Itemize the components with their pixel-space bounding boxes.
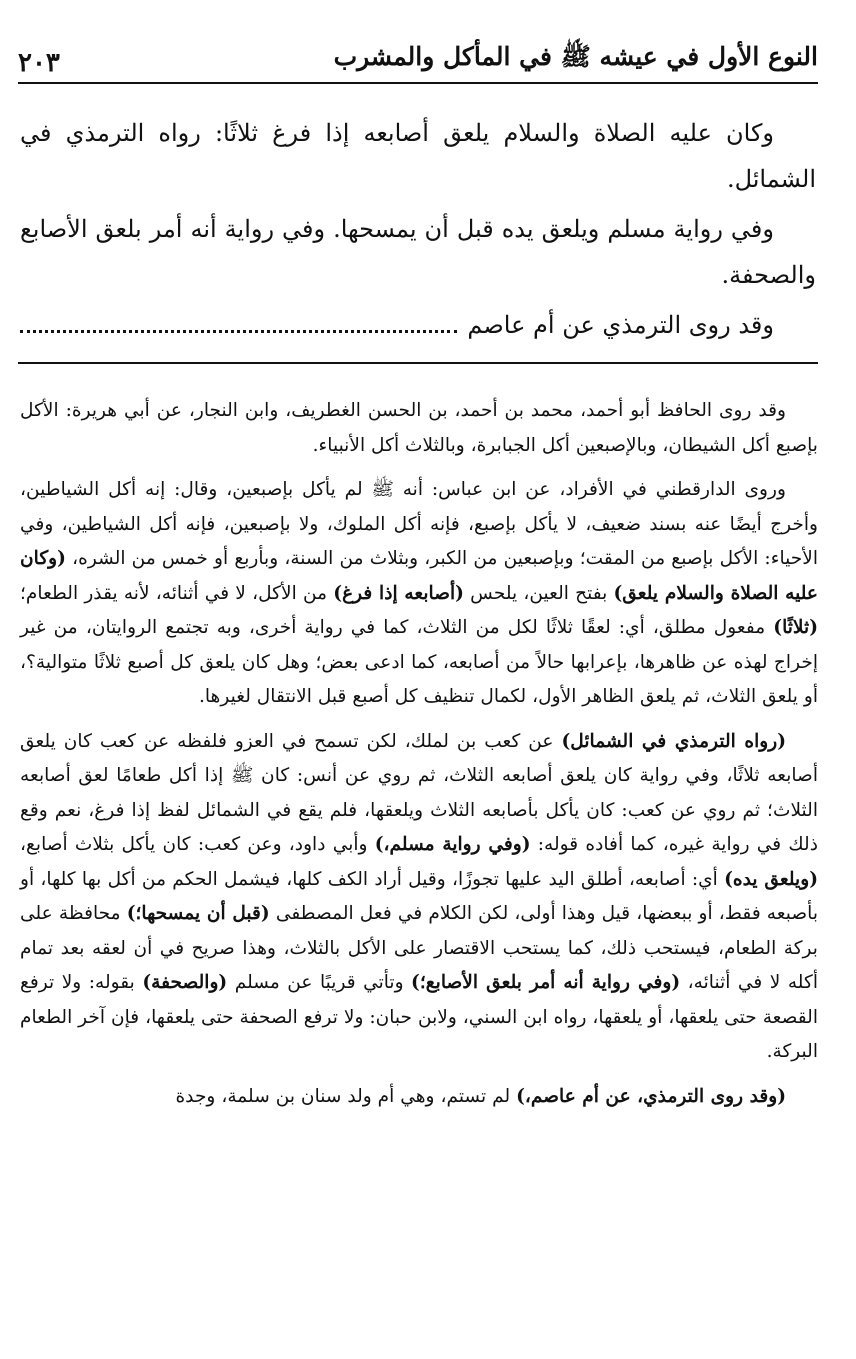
matn-paragraph-2: وفي رواية مسلم ويلعق يده قبل أن يمسحها. وفي رواية أنه أمر بلعق الأصابع والصحفة. — [20, 215, 816, 289]
quoted-matn: (قبل أن يمسحها؛) — [126, 903, 270, 924]
commentary-text — [20, 394, 818, 1124]
quoted-matn: (رواه الترمذي في الشمائل) — [561, 730, 786, 752]
commentary-paragraph-1: وقد روى الحافظ أبو أحمد، محمد بن أحمد، بن الحسن الغطريف، وابن النجار، عن أبي هريرة: الأكل بإصبع أكل الشيطان، وبالإصبعين أكل الجبابرة، وبالثلاث أكل الأنبياء. — [20, 400, 818, 456]
commentary-paragraph-4 — [20, 1080, 818, 1115]
quoted-matn: (وفي رواية أنه أمر بلعق الأصابع؛) — [411, 972, 681, 993]
running-header — [18, 38, 818, 84]
commentary-paragraph-2 — [20, 473, 818, 715]
text-span: مفعول مطلق، أي: لعقًا ثلاثًا لكل من الثلاث، كما في رواية أخرى، وبه تجتمع الروايتان، من غير إخراج لهذه عن ظاهرها، بإعرابها حالاً من أصابعه، كما ادعى بعض؛ وهل كان يلعق كل أصبع ثلاثًا متوالية؟، أو يلعق الثلاث، ثم يلعق الظاهر الأول، لكمال تنظيف كل أصبع قبل الانتقال لغيرها. — [20, 617, 818, 707]
running-title: النوع الأول في عيشه ﷺ في المأكل والمشرب — [333, 42, 818, 71]
quoted-matn: (وقد روى الترمذي، عن أم عاصم،) — [516, 1085, 786, 1107]
text-span: محافظة على بركة الطعام، فيستحب ذلك، كما يستحب الاقتصار على الأكل بالثلاث، وهذا صريح في أن لعقه بعد تمام أكله لا في أثنائه، — [20, 903, 818, 993]
quoted-matn: (وكان عليه الصلاة والسلام يلعق) — [20, 548, 818, 604]
text-span: وأبي داود، وعن كعب: كان يأكل بثلاث أصابع، — [20, 834, 375, 855]
quoted-matn: (وفي رواية مسلم،) — [374, 834, 531, 855]
text-span: وتأتي قريبًا عن مسلم — [227, 972, 412, 993]
text-span: عن كعب بن لملك، لكن تسمح في العزو فلفظه عن كعب كان يلعق أصابعه ثلاثًا، وفي رواية كان يلعق أصابعه الثلاث، ثم روي عن أنس: كان ﷺ إذا أكل طعامًا لعق أصابعه الثلاث؛ ثم روي عن كعب: كان يأكل بأصابعه الثلاث ويلعقها، فلم يقع في الشمائل لفظ إذا فرغ، نعم وقع ذلك في رواية غيره، كما أفاده قوله: — [20, 730, 818, 855]
text-span: أي: أصابعه، أطلق اليد عليها تجوزًا، وقيل أراد الكف كلها، فيشمل الحكم من أكل بها كلها، أو بأصبعه فقط، أو ببعضها، قيل وهذا أولى، لكن الكلام في فعل المصطفى — [20, 868, 818, 924]
matn-paragraph-3-text: وقد روى الترمذي عن أم عاصم — [467, 311, 774, 339]
text-span: بفتح العين، يلحس — [463, 582, 614, 604]
text-span: من الأكل، لا في أثنائه، لأنه يقذر الطعام؛ — [20, 582, 334, 604]
quoted-matn: (ثلاثًا) — [773, 617, 818, 638]
text-span: وروى الدارقطني في الأفراد، عن ابن عباس: أنه ﷺ لم يأكل بإصبعين، وقال: إنه أكل الشياطين، وأخرج أيضًا عنه بسند ضعيف، لا يأكل بإصبع، فإنه أكل الملوك، ولا بإصبعين، فإنه أكل الشياطين، وفي الأحياء: الأكل بإصبع من المقت؛ وبإصبعين من الكبر، وبثلاث من السنة، وبأربع أو خمس من الشره، — [20, 479, 818, 569]
footnote-separator — [18, 362, 818, 364]
continuation-dots — [20, 320, 457, 333]
matn-paragraph-1: وكان عليه الصلاة والسلام يلعق أصابعه إذا فرغ ثلاثًا: رواه الترمذي في الشمائل. — [20, 119, 816, 193]
main-text — [20, 110, 816, 352]
matn-paragraph-3 — [20, 302, 816, 348]
page-number: ٢٠٣ — [18, 48, 60, 78]
quoted-matn: (أصابعه إذا فرغ) — [333, 582, 464, 604]
quoted-matn: (والصحفة) — [142, 972, 228, 993]
text-span: لم تستم، وهي أم ولد سنان بن سلمة، وجدة — [175, 1085, 517, 1107]
quoted-matn: (ويلعق يده) — [724, 868, 818, 890]
text-span: بقوله: ولا ترفع القصعة حتى يلعقها، أو يلعقها، رواه ابن السني، ولابن حبان: ولا ترفع الصحفة حتى يلعقها، فإن آخر الطعام البركة. — [20, 972, 818, 1062]
commentary-paragraph-3 — [20, 725, 818, 1070]
